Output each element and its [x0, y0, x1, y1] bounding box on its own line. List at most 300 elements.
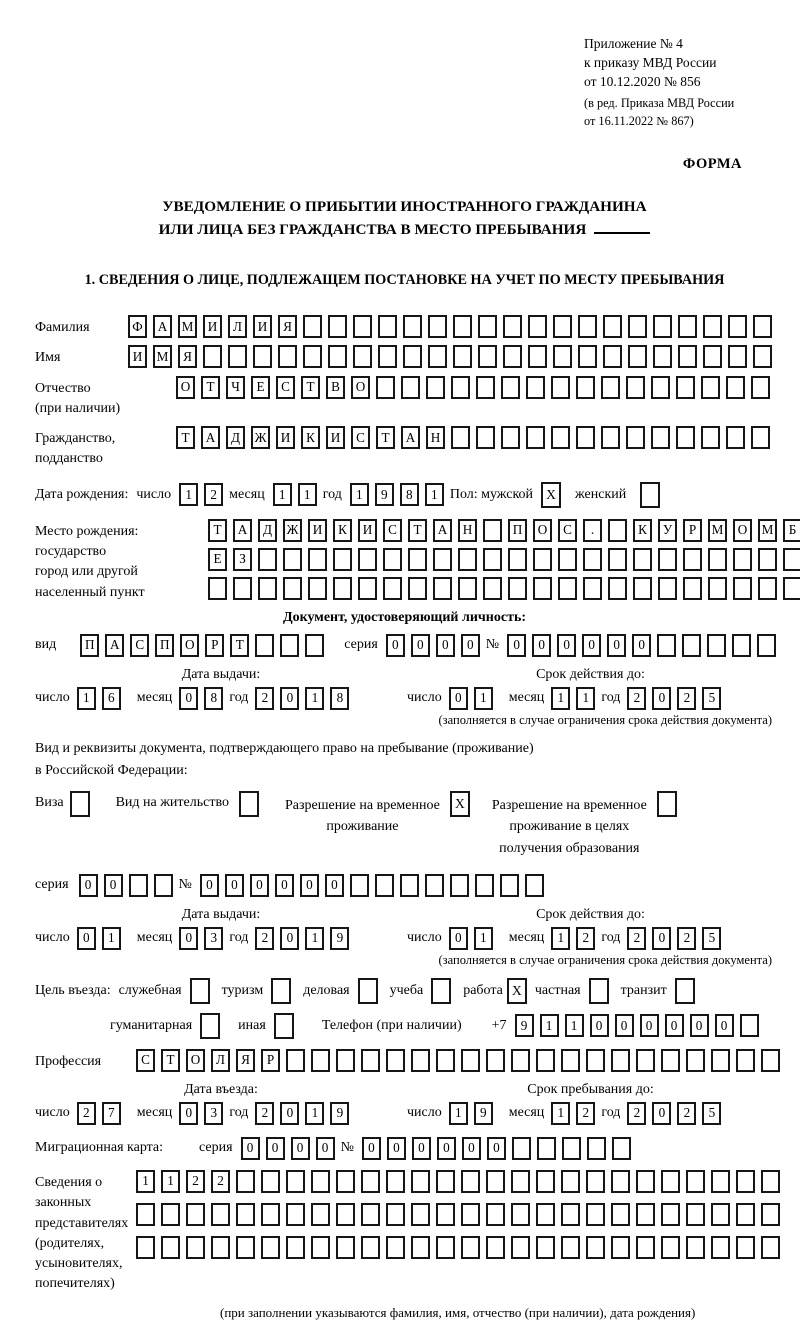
char-cell[interactable]	[707, 634, 726, 657]
char-cell[interactable]: И	[358, 519, 377, 542]
char-cell[interactable]: 2	[627, 687, 646, 710]
char-cell[interactable]: Д	[258, 519, 277, 542]
char-cell[interactable]	[328, 345, 347, 368]
char-cell[interactable]: 0	[362, 1137, 381, 1160]
char-cell[interactable]: 0	[179, 687, 198, 710]
char-cell[interactable]: 0	[225, 874, 244, 897]
char-cell[interactable]: 0	[291, 1137, 310, 1160]
char-cell[interactable]	[278, 345, 297, 368]
char-cell[interactable]	[236, 1236, 255, 1259]
char-cell[interactable]	[426, 376, 445, 399]
char-cell[interactable]: М	[153, 345, 172, 368]
char-cell[interactable]	[686, 1203, 705, 1226]
char-cell[interactable]	[711, 1049, 730, 1072]
char-cell[interactable]	[601, 376, 620, 399]
char-cell[interactable]: 1	[136, 1170, 155, 1193]
char-cell[interactable]: 0	[179, 1102, 198, 1125]
char-cell[interactable]	[661, 1203, 680, 1226]
char-cell[interactable]	[633, 548, 652, 571]
char-cell[interactable]	[286, 1203, 305, 1226]
char-cell[interactable]	[161, 1203, 180, 1226]
char-cell[interactable]: 1	[305, 687, 324, 710]
char-cell[interactable]: 0	[462, 1137, 481, 1160]
char-cell[interactable]: К	[633, 519, 652, 542]
char-cell[interactable]	[358, 577, 377, 600]
char-cell[interactable]	[261, 1170, 280, 1193]
char-cell[interactable]	[261, 1203, 280, 1226]
char-cell[interactable]: 1	[551, 927, 570, 950]
char-cell[interactable]: Т	[376, 426, 395, 449]
rvp-education-checkbox[interactable]	[657, 791, 677, 817]
char-cell[interactable]	[653, 315, 672, 338]
char-cell[interactable]	[411, 1170, 430, 1193]
char-cell[interactable]: 0	[652, 927, 671, 950]
char-cell[interactable]	[208, 577, 227, 600]
char-cell[interactable]	[508, 577, 527, 600]
char-cell[interactable]: О	[186, 1049, 205, 1072]
char-cell[interactable]: 1	[179, 483, 198, 506]
study-checkbox[interactable]	[431, 978, 451, 1004]
char-cell[interactable]	[211, 1236, 230, 1259]
char-cell[interactable]	[753, 315, 772, 338]
char-cell[interactable]	[601, 426, 620, 449]
char-cell[interactable]	[611, 1049, 630, 1072]
char-cell[interactable]	[136, 1236, 155, 1259]
char-cell[interactable]: 5	[702, 687, 721, 710]
char-cell[interactable]	[233, 577, 252, 600]
char-cell[interactable]: С	[558, 519, 577, 542]
char-cell[interactable]: 0	[412, 1137, 431, 1160]
char-cell[interactable]: 2	[255, 1102, 274, 1125]
char-cell[interactable]: И	[203, 315, 222, 338]
rvp-checkbox[interactable]: X	[450, 791, 470, 817]
char-cell[interactable]	[451, 376, 470, 399]
char-cell[interactable]: 8	[330, 687, 349, 710]
char-cell[interactable]	[586, 1170, 605, 1193]
char-cell[interactable]: А	[153, 315, 172, 338]
char-cell[interactable]: А	[233, 519, 252, 542]
char-cell[interactable]	[611, 1203, 630, 1226]
char-cell[interactable]	[551, 376, 570, 399]
char-cell[interactable]	[203, 345, 222, 368]
char-cell[interactable]	[626, 426, 645, 449]
char-cell[interactable]: Я	[236, 1049, 255, 1072]
char-cell[interactable]	[651, 376, 670, 399]
char-cell[interactable]: 0	[690, 1014, 709, 1037]
char-cell[interactable]	[361, 1170, 380, 1193]
char-cell[interactable]: 5	[702, 1102, 721, 1125]
char-cell[interactable]	[783, 548, 800, 571]
char-cell[interactable]: 1	[540, 1014, 559, 1037]
char-cell[interactable]: 0	[449, 927, 468, 950]
char-cell[interactable]: 0	[266, 1137, 285, 1160]
char-cell[interactable]	[576, 376, 595, 399]
char-cell[interactable]: З	[233, 548, 252, 571]
char-cell[interactable]: 1	[161, 1170, 180, 1193]
char-cell[interactable]	[375, 874, 394, 897]
char-cell[interactable]	[486, 1049, 505, 1072]
char-cell[interactable]	[512, 1137, 531, 1160]
char-cell[interactable]: Ч	[226, 376, 245, 399]
char-cell[interactable]: О	[533, 519, 552, 542]
char-cell[interactable]	[154, 874, 173, 897]
visa-checkbox[interactable]	[70, 791, 90, 817]
char-cell[interactable]	[587, 1137, 606, 1160]
work-checkbox[interactable]: X	[507, 978, 527, 1004]
char-cell[interactable]	[636, 1203, 655, 1226]
char-cell[interactable]	[726, 426, 745, 449]
char-cell[interactable]: С	[136, 1049, 155, 1072]
char-cell[interactable]	[508, 548, 527, 571]
char-cell[interactable]	[758, 548, 777, 571]
char-cell[interactable]	[686, 1049, 705, 1072]
char-cell[interactable]: 0	[300, 874, 319, 897]
char-cell[interactable]: 1	[474, 927, 493, 950]
tourism-checkbox[interactable]	[271, 978, 291, 1004]
char-cell[interactable]	[428, 345, 447, 368]
char-cell[interactable]: 2	[576, 1102, 595, 1125]
char-cell[interactable]: 1	[273, 483, 292, 506]
char-cell[interactable]: 2	[255, 687, 274, 710]
char-cell[interactable]	[561, 1236, 580, 1259]
char-cell[interactable]	[358, 548, 377, 571]
char-cell[interactable]	[536, 1049, 555, 1072]
char-cell[interactable]	[378, 345, 397, 368]
char-cell[interactable]: 8	[204, 687, 223, 710]
official-checkbox[interactable]	[190, 978, 210, 1004]
char-cell[interactable]	[333, 548, 352, 571]
char-cell[interactable]: О	[733, 519, 752, 542]
char-cell[interactable]: 3	[204, 927, 223, 950]
char-cell[interactable]	[280, 634, 299, 657]
char-cell[interactable]: Ж	[251, 426, 270, 449]
char-cell[interactable]	[753, 345, 772, 368]
char-cell[interactable]	[308, 577, 327, 600]
char-cell[interactable]	[711, 1236, 730, 1259]
char-cell[interactable]: 0	[386, 634, 405, 657]
char-cell[interactable]: 2	[627, 1102, 646, 1125]
char-cell[interactable]	[283, 548, 302, 571]
char-cell[interactable]	[708, 577, 727, 600]
char-cell[interactable]	[701, 376, 720, 399]
char-cell[interactable]	[558, 548, 577, 571]
char-cell[interactable]: К	[301, 426, 320, 449]
char-cell[interactable]: 0	[280, 687, 299, 710]
char-cell[interactable]	[500, 874, 519, 897]
char-cell[interactable]: Е	[251, 376, 270, 399]
char-cell[interactable]	[526, 426, 545, 449]
char-cell[interactable]	[461, 1203, 480, 1226]
char-cell[interactable]	[461, 1236, 480, 1259]
char-cell[interactable]	[511, 1203, 530, 1226]
char-cell[interactable]: 2	[186, 1170, 205, 1193]
char-cell[interactable]: Т	[230, 634, 249, 657]
char-cell[interactable]	[303, 345, 322, 368]
char-cell[interactable]	[761, 1236, 780, 1259]
char-cell[interactable]: 1	[102, 927, 121, 950]
char-cell[interactable]	[401, 376, 420, 399]
char-cell[interactable]	[311, 1049, 330, 1072]
sex-female-checkbox[interactable]	[640, 482, 660, 508]
char-cell[interactable]	[501, 376, 520, 399]
char-cell[interactable]	[211, 1203, 230, 1226]
char-cell[interactable]	[458, 577, 477, 600]
char-cell[interactable]: 2	[77, 1102, 96, 1125]
char-cell[interactable]: 3	[204, 1102, 223, 1125]
char-cell[interactable]: Т	[208, 519, 227, 542]
char-cell[interactable]	[386, 1236, 405, 1259]
char-cell[interactable]: 0	[652, 687, 671, 710]
char-cell[interactable]	[253, 345, 272, 368]
char-cell[interactable]: 0	[411, 634, 430, 657]
char-cell[interactable]	[336, 1203, 355, 1226]
char-cell[interactable]	[628, 345, 647, 368]
char-cell[interactable]: 2	[677, 687, 696, 710]
char-cell[interactable]	[511, 1170, 530, 1193]
char-cell[interactable]	[228, 345, 247, 368]
char-cell[interactable]	[386, 1170, 405, 1193]
char-cell[interactable]	[311, 1170, 330, 1193]
char-cell[interactable]: Р	[205, 634, 224, 657]
char-cell[interactable]	[511, 1049, 530, 1072]
char-cell[interactable]	[761, 1203, 780, 1226]
other-checkbox[interactable]	[274, 1013, 294, 1039]
char-cell[interactable]	[583, 577, 602, 600]
char-cell[interactable]	[657, 634, 676, 657]
char-cell[interactable]: 0	[665, 1014, 684, 1037]
char-cell[interactable]	[236, 1203, 255, 1226]
char-cell[interactable]	[386, 1049, 405, 1072]
char-cell[interactable]: О	[176, 376, 195, 399]
char-cell[interactable]	[311, 1236, 330, 1259]
char-cell[interactable]: 1	[425, 483, 444, 506]
char-cell[interactable]: 0	[179, 927, 198, 950]
char-cell[interactable]	[258, 577, 277, 600]
char-cell[interactable]	[303, 315, 322, 338]
char-cell[interactable]	[308, 548, 327, 571]
char-cell[interactable]	[586, 1236, 605, 1259]
char-cell[interactable]: 0	[280, 1102, 299, 1125]
char-cell[interactable]	[186, 1203, 205, 1226]
char-cell[interactable]	[428, 315, 447, 338]
char-cell[interactable]	[436, 1170, 455, 1193]
char-cell[interactable]	[378, 315, 397, 338]
char-cell[interactable]: 6	[102, 687, 121, 710]
char-cell[interactable]: Ж	[283, 519, 302, 542]
char-cell[interactable]	[501, 426, 520, 449]
char-cell[interactable]	[336, 1049, 355, 1072]
char-cell[interactable]	[528, 345, 547, 368]
char-cell[interactable]: 0	[250, 874, 269, 897]
char-cell[interactable]	[451, 426, 470, 449]
char-cell[interactable]	[383, 548, 402, 571]
char-cell[interactable]: 1	[576, 687, 595, 710]
char-cell[interactable]: У	[658, 519, 677, 542]
business-checkbox[interactable]	[358, 978, 378, 1004]
char-cell[interactable]	[736, 1236, 755, 1259]
char-cell[interactable]	[433, 548, 452, 571]
char-cell[interactable]	[136, 1203, 155, 1226]
char-cell[interactable]	[562, 1137, 581, 1160]
char-cell[interactable]	[503, 345, 522, 368]
char-cell[interactable]: 1	[305, 1102, 324, 1125]
char-cell[interactable]	[626, 376, 645, 399]
char-cell[interactable]	[701, 426, 720, 449]
char-cell[interactable]	[636, 1170, 655, 1193]
char-cell[interactable]	[486, 1236, 505, 1259]
char-cell[interactable]: 0	[607, 634, 626, 657]
char-cell[interactable]: И	[308, 519, 327, 542]
char-cell[interactable]	[583, 548, 602, 571]
char-cell[interactable]	[608, 548, 627, 571]
char-cell[interactable]: 0	[79, 874, 98, 897]
char-cell[interactable]: 2	[576, 927, 595, 950]
char-cell[interactable]	[361, 1203, 380, 1226]
char-cell[interactable]: П	[80, 634, 99, 657]
char-cell[interactable]	[736, 1049, 755, 1072]
char-cell[interactable]: 0	[436, 634, 455, 657]
char-cell[interactable]: 0	[640, 1014, 659, 1037]
char-cell[interactable]	[476, 376, 495, 399]
char-cell[interactable]	[658, 577, 677, 600]
char-cell[interactable]	[751, 376, 770, 399]
char-cell[interactable]: С	[130, 634, 149, 657]
char-cell[interactable]: А	[105, 634, 124, 657]
char-cell[interactable]: 0	[77, 927, 96, 950]
char-cell[interactable]	[486, 1203, 505, 1226]
char-cell[interactable]: 0	[590, 1014, 609, 1037]
char-cell[interactable]: И	[128, 345, 147, 368]
char-cell[interactable]	[403, 345, 422, 368]
char-cell[interactable]	[411, 1236, 430, 1259]
char-cell[interactable]	[676, 376, 695, 399]
char-cell[interactable]: Б	[783, 519, 800, 542]
char-cell[interactable]: 0	[275, 874, 294, 897]
char-cell[interactable]: П	[155, 634, 174, 657]
char-cell[interactable]: И	[276, 426, 295, 449]
char-cell[interactable]: О	[351, 376, 370, 399]
char-cell[interactable]	[461, 1049, 480, 1072]
char-cell[interactable]	[483, 548, 502, 571]
char-cell[interactable]: 0	[652, 1102, 671, 1125]
char-cell[interactable]	[255, 634, 274, 657]
char-cell[interactable]	[436, 1236, 455, 1259]
char-cell[interactable]	[336, 1170, 355, 1193]
char-cell[interactable]	[703, 345, 722, 368]
char-cell[interactable]	[728, 345, 747, 368]
char-cell[interactable]	[661, 1170, 680, 1193]
char-cell[interactable]	[733, 577, 752, 600]
char-cell[interactable]	[536, 1203, 555, 1226]
char-cell[interactable]	[708, 548, 727, 571]
char-cell[interactable]: 1	[474, 687, 493, 710]
char-cell[interactable]: О	[180, 634, 199, 657]
char-cell[interactable]: 0	[104, 874, 123, 897]
char-cell[interactable]	[603, 345, 622, 368]
char-cell[interactable]: 2	[204, 483, 223, 506]
char-cell[interactable]	[478, 315, 497, 338]
char-cell[interactable]: М	[708, 519, 727, 542]
char-cell[interactable]: Л	[211, 1049, 230, 1072]
char-cell[interactable]	[736, 1170, 755, 1193]
char-cell[interactable]	[758, 577, 777, 600]
char-cell[interactable]: 0	[316, 1137, 335, 1160]
char-cell[interactable]: 2	[677, 1102, 696, 1125]
char-cell[interactable]	[450, 874, 469, 897]
char-cell[interactable]: Я	[278, 315, 297, 338]
char-cell[interactable]	[536, 1236, 555, 1259]
char-cell[interactable]	[711, 1203, 730, 1226]
char-cell[interactable]: 8	[400, 483, 419, 506]
char-cell[interactable]	[436, 1049, 455, 1072]
char-cell[interactable]: Е	[208, 548, 227, 571]
char-cell[interactable]	[658, 548, 677, 571]
char-cell[interactable]	[453, 345, 472, 368]
char-cell[interactable]	[503, 315, 522, 338]
char-cell[interactable]	[751, 426, 770, 449]
char-cell[interactable]: 0	[200, 874, 219, 897]
char-cell[interactable]: 1	[551, 687, 570, 710]
char-cell[interactable]	[458, 548, 477, 571]
char-cell[interactable]: Т	[408, 519, 427, 542]
char-cell[interactable]	[533, 577, 552, 600]
char-cell[interactable]	[740, 1014, 759, 1037]
char-cell[interactable]	[475, 874, 494, 897]
char-cell[interactable]	[608, 577, 627, 600]
char-cell[interactable]: 0	[241, 1137, 260, 1160]
char-cell[interactable]: С	[276, 376, 295, 399]
char-cell[interactable]	[528, 315, 547, 338]
char-cell[interactable]	[525, 874, 544, 897]
char-cell[interactable]	[236, 1170, 255, 1193]
char-cell[interactable]	[703, 315, 722, 338]
char-cell[interactable]: М	[178, 315, 197, 338]
char-cell[interactable]	[286, 1049, 305, 1072]
char-cell[interactable]	[353, 315, 372, 338]
char-cell[interactable]: М	[758, 519, 777, 542]
char-cell[interactable]	[536, 1170, 555, 1193]
char-cell[interactable]	[661, 1049, 680, 1072]
char-cell[interactable]	[286, 1236, 305, 1259]
char-cell[interactable]	[350, 874, 369, 897]
char-cell[interactable]	[551, 426, 570, 449]
char-cell[interactable]: 1	[449, 1102, 468, 1125]
char-cell[interactable]	[761, 1049, 780, 1072]
char-cell[interactable]	[400, 874, 419, 897]
char-cell[interactable]	[425, 874, 444, 897]
char-cell[interactable]: А	[201, 426, 220, 449]
char-cell[interactable]	[553, 345, 572, 368]
char-cell[interactable]	[578, 315, 597, 338]
vnj-checkbox[interactable]	[239, 791, 259, 817]
char-cell[interactable]: 0	[449, 687, 468, 710]
char-cell[interactable]	[305, 634, 324, 657]
transit-checkbox[interactable]	[675, 978, 695, 1004]
char-cell[interactable]	[258, 548, 277, 571]
char-cell[interactable]: 9	[330, 1102, 349, 1125]
char-cell[interactable]	[433, 577, 452, 600]
char-cell[interactable]: 2	[677, 927, 696, 950]
char-cell[interactable]: Т	[301, 376, 320, 399]
char-cell[interactable]	[683, 548, 702, 571]
char-cell[interactable]	[403, 315, 422, 338]
char-cell[interactable]: 0	[557, 634, 576, 657]
char-cell[interactable]	[328, 315, 347, 338]
char-cell[interactable]	[633, 577, 652, 600]
char-cell[interactable]	[558, 577, 577, 600]
char-cell[interactable]	[476, 426, 495, 449]
char-cell[interactable]: Р	[261, 1049, 280, 1072]
